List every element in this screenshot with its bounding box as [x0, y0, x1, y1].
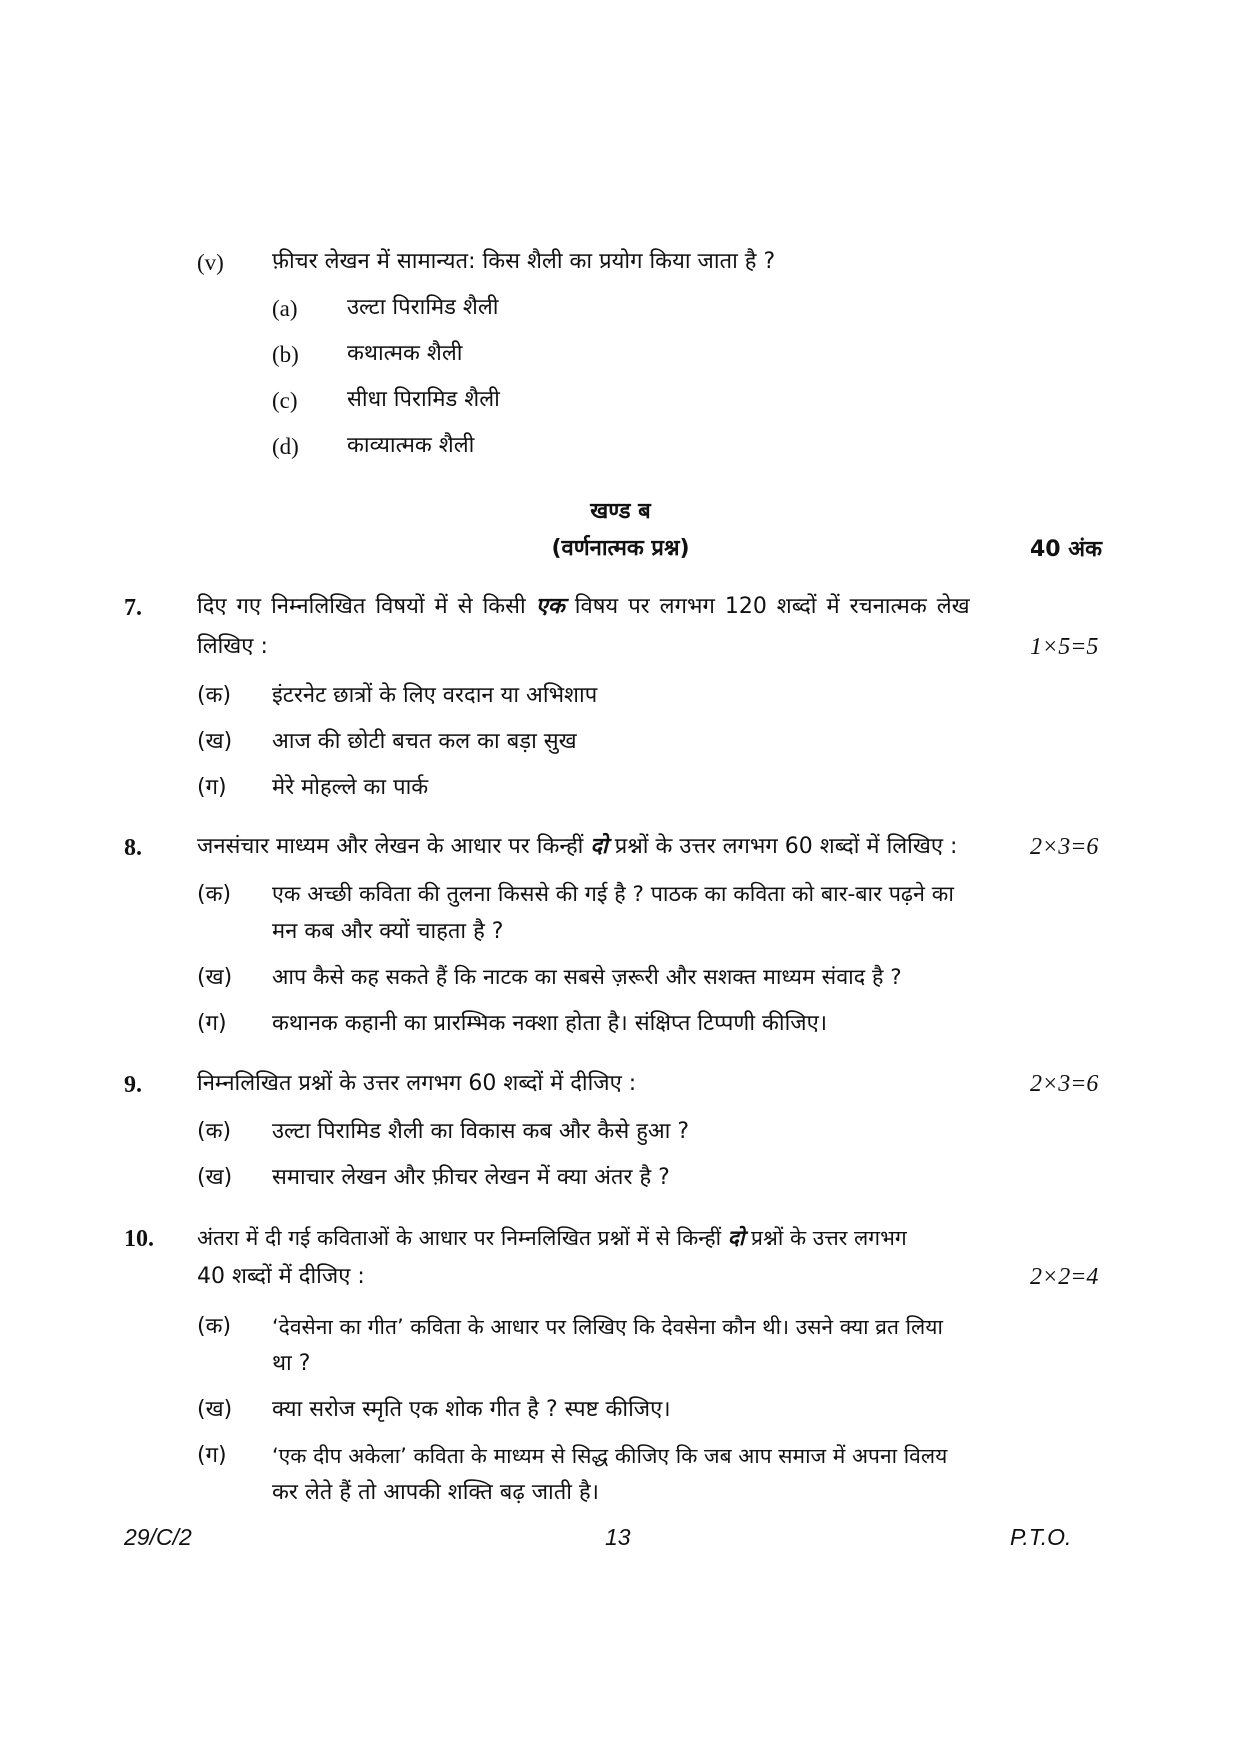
option-text: कथात्मक शैली — [347, 341, 463, 366]
option-label: (d) — [272, 434, 299, 459]
part-text-cont: मन कब और क्यों चाहता है ? — [272, 919, 504, 944]
marks: 2×3=6 — [1030, 1071, 1099, 1097]
emphasis: एक — [535, 594, 565, 619]
part-text: मेरे मोहल्ले का पार्क — [272, 775, 429, 800]
part-text-cont: कर लेते हैं तो आपकी शक्ति बढ़ जाती है। — [272, 1480, 600, 1505]
part-label: (ग) — [197, 1443, 227, 1468]
part-label: (क) — [197, 1119, 232, 1144]
marks: 1×5=5 — [1030, 634, 1099, 660]
question-text: अंतरा में दी गई कविताओं के आधार पर निम्नलिखित प्रश्नों में से किन्हीं दो प्रश्नों के उत्तर लगभग — [197, 1226, 907, 1250]
question-number: 9. — [124, 1072, 142, 1098]
question-text: निम्नलिखित प्रश्नों के उत्तर लगभग 60 शब्दों में दीजिए : — [197, 1071, 637, 1096]
part-text-cont: था ? — [272, 1351, 311, 1376]
question-label: (v) — [197, 250, 224, 275]
option-label: (b) — [272, 342, 299, 367]
option-label: (a) — [272, 296, 298, 321]
section-subtitle: (वर्णनात्मक प्रश्न) — [551, 536, 690, 561]
question-text: फ़ीचर लेखन में सामान्यत: किस शैली का प्रयोग किया जाता है ? — [272, 249, 776, 274]
section-marks: 40 अंक — [1030, 537, 1102, 562]
part-text: उल्टा पिरामिड शैली का विकास कब और कैसे हुआ ? — [272, 1119, 690, 1144]
question-text: जनसंचार माध्यम और लेखन के आधार पर किन्हीं दो प्रश्नों के उत्तर लगभग 60 शब्दों में लिखिए : — [197, 834, 958, 859]
marks: 2×3=6 — [1030, 834, 1099, 860]
option-text: काव्यात्मक शैली — [347, 433, 475, 458]
question-number: 7. — [124, 595, 142, 621]
part-label: (ग) — [197, 775, 227, 800]
part-text: क्या सरोज स्मृति एक शोक गीत है ? स्पष्ट कीजिए। — [272, 1397, 671, 1422]
paper-code: 29/C/2 — [124, 1524, 192, 1550]
option-label: (c) — [272, 388, 298, 413]
emphasis: दो — [590, 834, 608, 859]
question-number: 10. — [124, 1226, 154, 1252]
part-text: एक अच्छी कविता की तुलना किससे की गई है ? पाठक का कविता को बार-बार पढ़ने का — [272, 882, 954, 907]
option-text: सीधा पिरामिड शैली — [347, 387, 500, 412]
section-title: खण्ड ब — [590, 499, 651, 524]
part-label: (ग) — [197, 1011, 227, 1036]
part-text: समाचार लेखन और फ़ीचर लेखन में क्या अंतर है ? — [272, 1165, 670, 1190]
question-number: 8. — [124, 835, 142, 861]
part-text: आज की छोटी बचत कल का बड़ा सुख — [272, 729, 577, 754]
part-label: (ख) — [197, 1165, 233, 1190]
question-text: दिए गए निम्नलिखित विषयों में से किसी एक विषय पर लगभग 120 शब्दों में रचनात्मक लेख — [197, 594, 970, 619]
option-text: उल्टा पिरामिड शैली — [347, 295, 499, 320]
question-text-cont: लिखिए : — [197, 634, 268, 659]
part-label: (ख) — [197, 729, 233, 754]
part-text: कथानक कहानी का प्रारम्भिक नक्शा होता है। संक्षिप्त टिप्पणी कीजिए। — [272, 1011, 828, 1036]
part-label: (ख) — [197, 965, 233, 990]
pto-note: P.T.O. — [1010, 1524, 1072, 1550]
emphasis: दो — [727, 1226, 745, 1250]
question-text-cont: 40 शब्दों में दीजिए : — [197, 1264, 365, 1289]
page-number: 13 — [605, 1524, 631, 1550]
part-label: (क) — [197, 1314, 232, 1339]
part-text: ‘एक दीप अकेला’ कविता के माध्यम से सिद्ध कीजिए कि जब आप समाज में अपना विलय — [272, 1444, 948, 1468]
marks: 2×2=4 — [1030, 1264, 1099, 1290]
part-text: इंटरनेट छात्रों के लिए वरदान या अभिशाप — [272, 683, 598, 708]
part-label: (क) — [197, 683, 232, 708]
part-text: ‘देवसेना का गीत’ कविता के आधार पर लिखिए कि देवसेना कौन थी। उसने क्या व्रत लिया — [272, 1315, 943, 1339]
part-label: (ख) — [197, 1397, 233, 1422]
part-label: (क) — [197, 882, 232, 907]
part-text: आप कैसे कह सकते हैं कि नाटक का सबसे ज़रूरी और सशक्त माध्यम संवाद है ? — [272, 965, 902, 990]
